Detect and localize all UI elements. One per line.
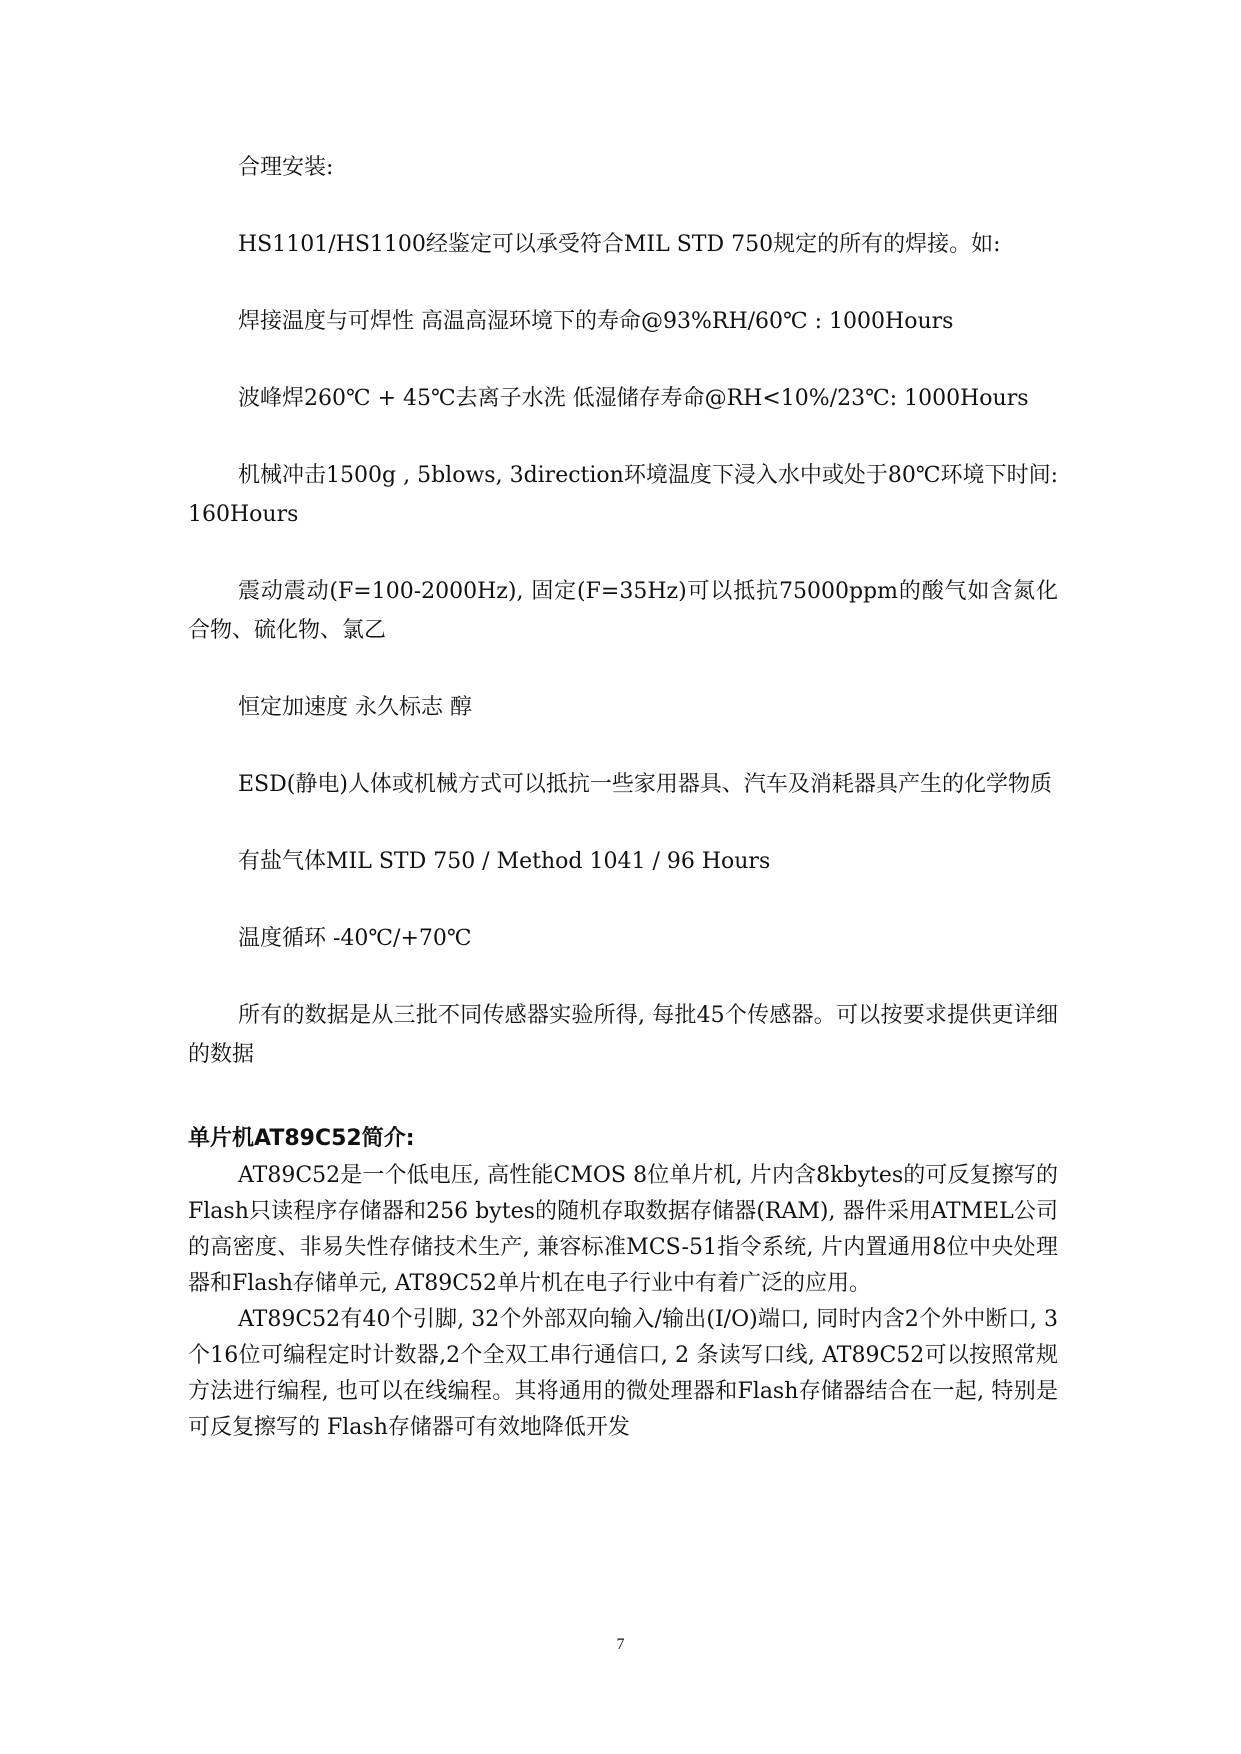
section-heading: 单片机AT89C52简介: (188, 1126, 415, 1151)
spec-line-installation: 合理安装: (238, 155, 334, 180)
spec-line-wave-solder: 波峰焊260℃ + 45℃去离子水洗 低湿储存寿命@RH<10%/23℃: 1000Hours (238, 386, 1029, 411)
page-content (188, 148, 1058, 1446)
spec-line-temperature-cycle: 温度循环 -40℃/+70℃ (238, 926, 472, 951)
spec-line-mechanical-shock: 机械冲击1500g , 5blows, 3direction环境温度下浸入水中或处于80℃环境下时间: 160Hours (188, 463, 1058, 527)
spec-line-soldering: HS1101/HS1100经鉴定可以承受符合MIL STD 750规定的所有的焊接。如: (238, 232, 1001, 257)
spec-line-solderability: 焊接温度与可焊性 高温高湿环境下的寿命@93%RH/60℃ : 1000Hours (238, 309, 954, 334)
spec-line-data-note: 所有的数据是从三批不同传感器实验所得, 每批45个传感器。可以按要求提供更详细的数据 (188, 1003, 1058, 1067)
spec-line-vibration: 震动震动(F=100-2000Hz), 固定(F=35Hz)可以抵抗75000ppm的酸气如含氮化合物、硫化物、氯乙 (188, 579, 1058, 643)
spec-line-salt-gas: 有盐气体MIL STD 750 / Method 1041 / 96 Hours (238, 849, 771, 874)
section-paragraph-pins: AT89C52有40个引脚, 32个外部双向输入/输出(I/O)端口, 同时内含2个外中断口, 3个16位可编程定时计数器,2个全双工串行通信口, 2 条读写口线, AT89C52可以按照常规方法进行编程, 也可以在线编程。其将通用的微处理器和Flash存储器结合在一起, 特别是可反复擦写的 Flash存储器可有效地降低开发 (188, 1307, 1058, 1440)
page-number: 7 (616, 1636, 625, 1653)
section-paragraph-intro: AT89C52是一个低电压, 高性能CMOS 8位单片机, 片内含8kbytes的可反复擦写的Flash只读程序存储器和256 bytes的随机存取数据存储器(RAM), 器件采用ATMEL公司的高密度、非易失性存储技术生产, 兼容标准MCS-51指令系统, 片内置通用8位中央处理器和Flash存储单元, AT89C52单片机在电子行业中有着广泛的应用。 (188, 1163, 1058, 1296)
spec-line-acceleration: 恒定加速度 永久标志 醇 (238, 695, 472, 720)
spec-line-esd: ESD(静电)人体或机械方式可以抵抗一些家用器具、汽车及消耗器具产生的化学物质 (238, 772, 1052, 797)
